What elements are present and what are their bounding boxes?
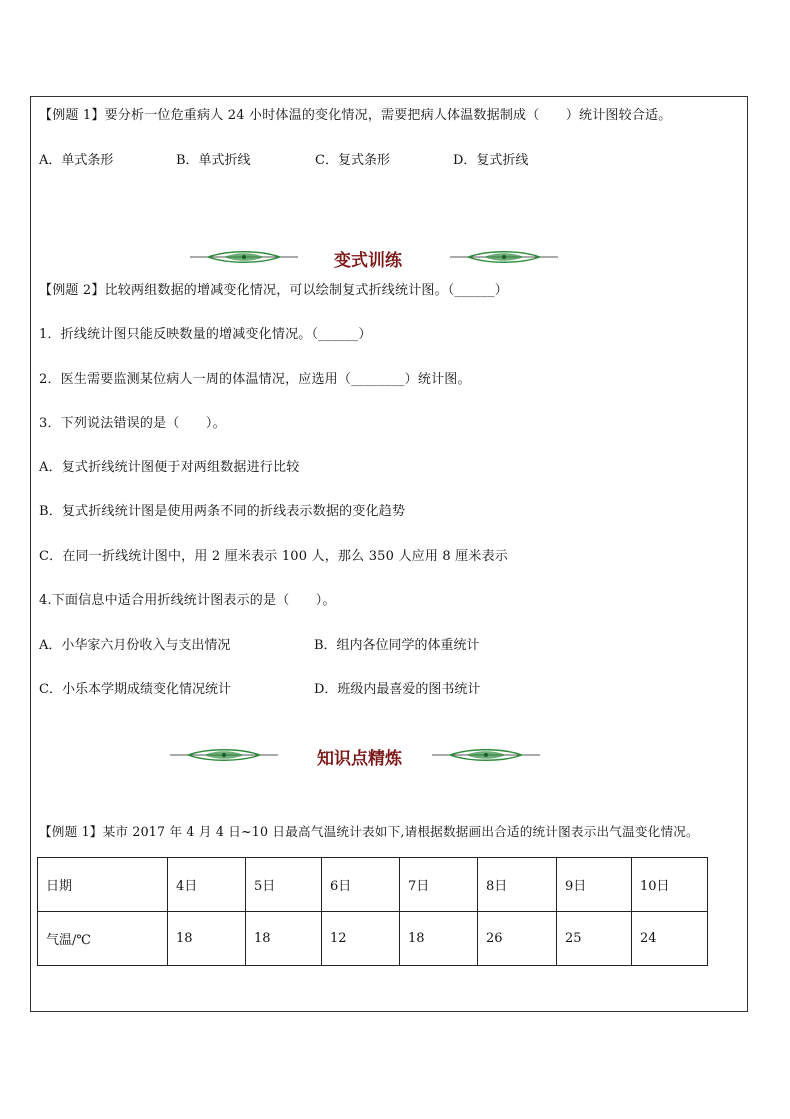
- section-variant-training: [0, 246, 790, 270]
- table-cell-temp: 12: [322, 912, 400, 966]
- table-row-temps: [38, 912, 708, 966]
- table-cell-temp: 18: [168, 912, 246, 966]
- example-1-option-b: B．单式折线: [176, 153, 251, 168]
- question-4-stem: 4.下面信息中适合用折线统计图表示的是（ ）。: [39, 593, 336, 608]
- example-1-option-d: D．复式折线: [453, 153, 529, 168]
- question-2: 2．医生需要监测某位病人一周的体温情况，应选用（________）统计图。: [39, 372, 471, 387]
- question-4-option-c: C．小乐本学期成绩变化情况统计: [39, 682, 231, 697]
- table-cell-date: 7日: [400, 858, 478, 912]
- example-3-text: 某市 2017 年 4 月 4 日~10 日最高气温统计表如下,请根据数据画出合适的统计图表示出气温变化情况。: [102, 824, 699, 839]
- example-3-question: [39, 821, 699, 840]
- table-cell-date: 5日: [246, 858, 322, 912]
- question-3-stem: 3．下列说法错误的是（ ）。: [39, 416, 226, 431]
- left-ornament-icon: [188, 250, 300, 264]
- question-4-option-b: B．组内各位同学的体重统计: [314, 638, 480, 653]
- example-1-option-c: C．复式条形: [315, 153, 390, 168]
- table-cell-date: 10日: [632, 858, 708, 912]
- temperature-table: [37, 857, 708, 966]
- section-key-points: [0, 744, 790, 768]
- table-cell-date: 8日: [478, 858, 557, 912]
- example-1-prefix: 【例题 1】: [39, 108, 105, 123]
- table-cell-date: 9日: [557, 858, 632, 912]
- table-row-label: 日期: [38, 858, 168, 912]
- section-title: 变式训练: [334, 251, 402, 271]
- table-cell-temp: 18: [246, 912, 322, 966]
- question-3-option-a: A．复式折线统计图便于对两组数据进行比较: [39, 460, 300, 475]
- example-2-text: 比较两组数据的增减变化情况，可以绘制复式折线统计图。（______）: [104, 283, 508, 298]
- table-row-label: 气温/℃: [38, 912, 168, 966]
- example-3-prefix: 【例题 1】: [39, 824, 103, 839]
- table-cell-temp: 24: [632, 912, 708, 966]
- table-row-dates: [38, 858, 708, 912]
- table-cell-date: 6日: [322, 858, 400, 912]
- example-1-text: 要分析一位危重病人 24 小时体温的变化情况，需要把病人体温数据制成（ ）统计图较合适。: [104, 108, 672, 123]
- example-2-prefix: 【例题 2】: [39, 283, 105, 298]
- table-cell-temp: 18: [400, 912, 478, 966]
- table-cell-date: 4日: [168, 858, 246, 912]
- table-cell-temp: 26: [478, 912, 557, 966]
- right-ornament-icon: [430, 748, 542, 762]
- question-4-option-a: A．小华家六月份收入与支出情况: [39, 638, 231, 653]
- table-cell-temp: 25: [557, 912, 632, 966]
- question-3-option-b: B．复式折线统计图是使用两条不同的折线表示数据的变化趋势: [39, 504, 406, 519]
- right-ornament-icon: [448, 250, 560, 264]
- example-2-question: [39, 279, 508, 298]
- example-1-option-a: A．单式条形: [39, 153, 114, 168]
- question-1: 1．折线统计图只能反映数量的增减变化情况。（______）: [39, 327, 372, 342]
- left-ornament-icon: [168, 748, 280, 762]
- section-title: 知识点精炼: [317, 749, 402, 769]
- example-1-question: [39, 104, 671, 123]
- question-3-option-c: C．在同一折线统计图中，用 2 厘米表示 100 人，那么 350 人应用 8 厘米表示: [39, 549, 508, 564]
- question-4-option-d: D．班级内最喜爱的图书统计: [314, 682, 481, 697]
